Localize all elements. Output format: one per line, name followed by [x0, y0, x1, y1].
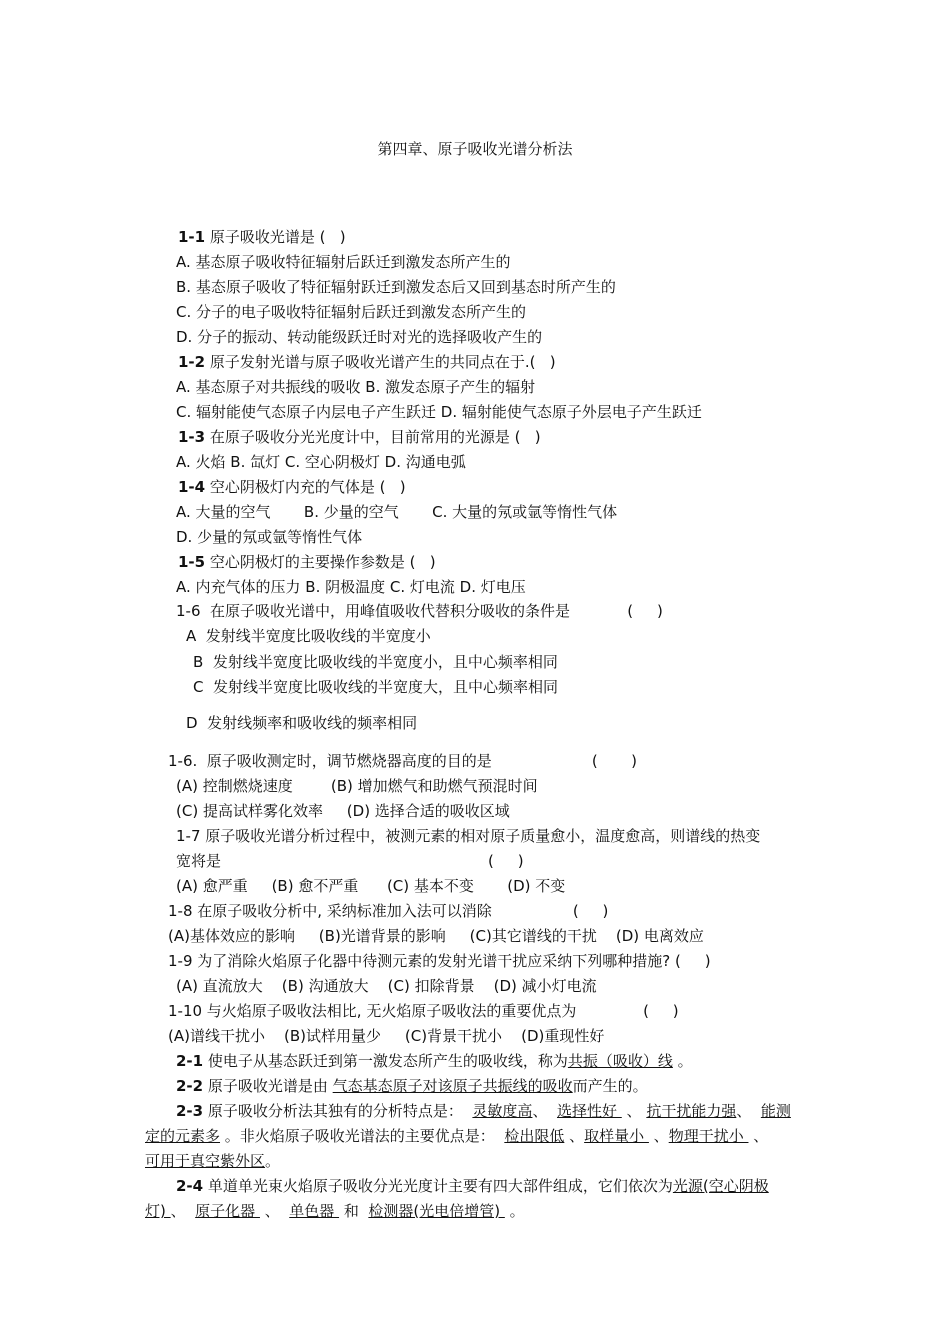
option-d: D 发射线频率和吸收线的频率相同 — [186, 714, 418, 732]
separator: 和 — [339, 1202, 369, 1220]
separator: 、 — [259, 1202, 290, 1220]
answer: 单色器 — [289, 1202, 340, 1220]
option-b: B. 基态原子吸收了特征辐射跃迁到激发态后又回到基态时所产生的 — [176, 278, 616, 296]
options-cd: C. 辐射能使气态原子内层电子产生跃迁 D. 辐射能使气态原子外层电子产生跃迁 — [176, 403, 702, 421]
question-1-4 — [178, 477, 406, 497]
fill-in-2-3-line3 — [145, 1151, 280, 1171]
question-number: 2-2 — [176, 1077, 204, 1095]
question-number: 2-1 — [176, 1052, 204, 1070]
separator: 、 — [621, 1102, 647, 1120]
separator: 、 — [564, 1127, 585, 1145]
option-c: C. 分子的电子吸收特征辐射后跃迁到激发态所产生的 — [176, 303, 527, 321]
question-stem: 在原子吸收分光光度计中，目前常用的光源是 ( ) — [205, 428, 541, 446]
answer: 原子化器 — [195, 1202, 260, 1220]
fill-in-2-2 — [176, 1076, 648, 1096]
answer: 定的元素多 — [145, 1127, 221, 1145]
option-a: A. 基态原子吸收特征辐射后跃迁到激发态所产生的 — [176, 253, 511, 271]
answer: 检测器(光电倍增管) — [368, 1202, 505, 1220]
question-1-6-stem: 1-6 在原子吸收光谱中，用峰值吸收代替积分吸收的条件是 ( ) — [176, 602, 663, 620]
answer: 光源(空心阴极 — [672, 1177, 769, 1195]
options: (A) 愈严重 (B) 愈不严重 (C) 基本不变 (D) 不变 — [176, 877, 566, 895]
question-number: 2-4 — [176, 1177, 204, 1195]
fill-in-2-3-line2 — [145, 1126, 768, 1146]
answer: 选择性好 — [556, 1102, 622, 1120]
question-stem: 空心阴极灯内充的气体是 ( ) — [205, 478, 406, 496]
question-1-10-stem: 1-10 与火焰原子吸收法相比, 无火焰原子吸收法的重要优点为 ( ) — [168, 1002, 679, 1020]
question-number: 1-1 — [178, 228, 206, 246]
option-b: B 发射线半宽度比吸收线的半宽度小，且中心频率相同 — [193, 653, 558, 671]
separator: 、 — [170, 1202, 196, 1220]
options: A. 火焰 B. 氙灯 C. 空心阴极灯 D. 沟通电弧 — [176, 453, 466, 471]
option-d: D. 分子的振动、转动能级跃迁时对光的选择吸收产生的 — [176, 328, 543, 346]
question-number: 1-3 — [178, 428, 206, 446]
fill-in-2-1 — [176, 1051, 693, 1071]
question-text: 原子吸收分析法其独有的分析特点是： — [203, 1102, 473, 1120]
question-text: 。 — [672, 1052, 693, 1070]
question-stem: 原子吸收光谱是 ( ) — [205, 228, 346, 246]
question-text: 。非火焰原子吸收光谱法的主要优点是： — [220, 1127, 505, 1145]
question-1-7-stem-cont: 宽将是 ( ) — [176, 852, 524, 870]
question-1-7-stem: 1-7 原子吸收光谱分析过程中，被测元素的相对原子质量愈小，温度愈高，则谱线的热变 — [176, 827, 761, 845]
options: A. 内充气体的压力 B. 阴极温度 C. 灯电流 D. 灯电压 — [176, 578, 526, 596]
question-text: 。 — [265, 1152, 281, 1170]
answer: 抗干扰能力强 — [646, 1102, 737, 1120]
question-text: 单道单光束火焰原子吸收分光光度计主要有四大部件组成，它们依次为 — [203, 1177, 673, 1195]
answer: 检出限低 — [504, 1127, 565, 1145]
options-abc: A. 大量的空气 B. 少量的空气 C. 大量的氖或氩等惰性气体 — [176, 503, 618, 521]
question-number: 1-4 — [178, 478, 206, 496]
separator: 、 — [532, 1102, 557, 1120]
question-text: 原子吸收光谱是由 — [203, 1077, 333, 1095]
options-ab: A. 基态原子对共振线的吸收 B. 激发态原子产生的辐射 — [176, 378, 536, 396]
answer: 共振（吸收）线 — [567, 1052, 673, 1070]
options: (A)谱线干扰小 (B)试样用量少 (C)背景干扰小 (D)重现性好 — [168, 1027, 605, 1045]
separator: 、 — [648, 1127, 669, 1145]
answer: 物理干扰小 — [668, 1127, 749, 1145]
option-c: C 发射线半宽度比吸收线的半宽度大，且中心频率相同 — [193, 678, 559, 696]
answer: 灯) — [145, 1202, 171, 1220]
question-text: 。 — [504, 1202, 525, 1220]
question-number: 1-2 — [178, 353, 206, 371]
question-number: 2-3 — [176, 1102, 204, 1120]
answer: 取样量小 — [584, 1127, 649, 1145]
answer: 气态基态原子对该原子共振线的吸收 — [332, 1077, 573, 1095]
separator: 、 — [748, 1127, 769, 1145]
options-cd: (C) 提高试样雾化效率 (D) 选择合适的吸收区域 — [176, 802, 510, 820]
options: (A)基体效应的影响 (B)光谱背景的影响 (C)其它谱线的干扰 (D) 电离效应 — [168, 927, 704, 945]
question-1-9-stem: 1-9 为了消除火焰原子化器中待测元素的发射光谱干扰应采纳下列哪种措施? ( ) — [168, 952, 711, 970]
fill-in-2-4 — [176, 1176, 769, 1196]
question-stem: 空心阴极灯的主要操作参数是 ( ) — [205, 553, 436, 571]
option-a: A 发射线半宽度比吸收线的半宽度小 — [186, 627, 431, 645]
question-stem: 原子发射光谱与原子吸收光谱产生的共同点在于.( ) — [205, 353, 556, 371]
question-1-8-stem: 1-8 在原子吸收分析中, 采纳标准加入法可以消除 ( ) — [168, 902, 609, 920]
question-text: 而产生的。 — [572, 1077, 648, 1095]
question-1-1 — [178, 227, 346, 247]
options-ab: (A) 控制燃烧速度 (B) 增加燃气和助燃气预混时间 — [176, 777, 538, 795]
separator: 、 — [736, 1102, 761, 1120]
question-number: 1-5 — [178, 553, 206, 571]
page-title: 第四章、原子吸收光谱分析法 — [377, 140, 573, 158]
question-1-3 — [178, 427, 541, 447]
question-1-2 — [178, 352, 556, 372]
answer: 灵敏度高 — [472, 1102, 533, 1120]
fill-in-2-4-line2 — [145, 1201, 525, 1221]
option-d: D. 少量的氖或氩等惰性气体 — [176, 528, 363, 546]
question-1-6-b-stem: 1-6. 原子吸收测定时，调节燃烧器高度的目的是 ( ) — [168, 752, 638, 770]
options: (A) 直流放大 (B) 沟通放大 (C) 扣除背景 (D) 减小灯电流 — [176, 977, 597, 995]
answer: 可用于真空紫外区 — [145, 1152, 266, 1170]
question-1-5 — [178, 552, 436, 572]
question-text: 使电子从基态跃迁到第一激发态所产生的吸收线，称为 — [203, 1052, 568, 1070]
fill-in-2-3 — [176, 1101, 791, 1121]
answer: 能测 — [760, 1102, 791, 1120]
